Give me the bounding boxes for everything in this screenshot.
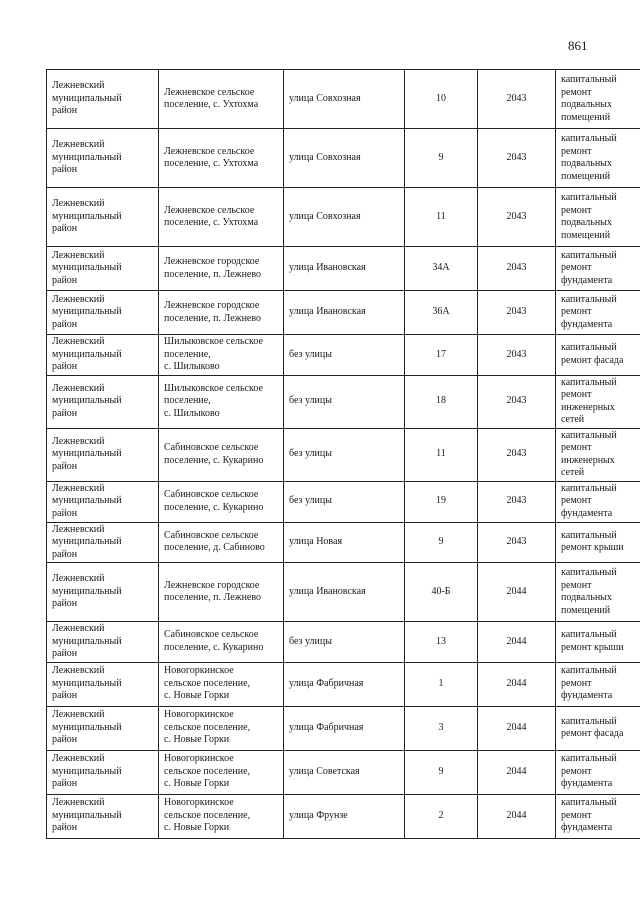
municipal-area-cell: Лежневский муниципальный район — [47, 375, 159, 428]
settlement-cell: Сабиновское сельское поселение, с. Кукарино — [159, 428, 284, 481]
street-cell: улица Совхозная — [284, 70, 405, 129]
municipal-area-cell: Лежневский муниципальный район — [47, 70, 159, 129]
table-row — [47, 522, 640, 563]
work-type-cell: капитальный ремонт фундамента — [556, 794, 640, 838]
settlement-cell: Шилыковское сельское поселение, с. Шилыково — [159, 375, 284, 428]
year-cell: 2043 — [478, 129, 556, 188]
house-number-cell: 19 — [405, 481, 478, 522]
street-cell: без улицы — [284, 428, 405, 481]
house-number-cell: 9 — [405, 522, 478, 563]
street-cell: улица Советская — [284, 750, 405, 794]
house-number-cell: 36А — [405, 291, 478, 335]
work-type-cell: капитальный ремонт подвальных помещений — [556, 129, 640, 188]
street-cell: улица Новая — [284, 522, 405, 563]
year-cell: 2043 — [478, 188, 556, 247]
municipal-area-cell: Лежневский муниципальный район — [47, 794, 159, 838]
work-type-cell: капитальный ремонт подвальных помещений — [556, 70, 640, 129]
settlement-cell: Сабиновское сельское поселение, д. Сабиново — [159, 522, 284, 563]
house-number-cell: 13 — [405, 622, 478, 663]
table-row — [47, 662, 640, 706]
settlement-cell: Новогоркинское сельское поселение, с. Новые Горки — [159, 662, 284, 706]
settlement-cell: Новогоркинское сельское поселение, с. Новые Горки — [159, 750, 284, 794]
house-number-cell: 18 — [405, 375, 478, 428]
street-cell: без улицы — [284, 481, 405, 522]
table-row — [47, 622, 640, 663]
settlement-cell: Новогоркинское сельское поселение, с. Новые Горки — [159, 794, 284, 838]
work-type-cell: капитальный ремонт крыши — [556, 522, 640, 563]
municipal-area-cell: Лежневский муниципальный район — [47, 428, 159, 481]
municipal-area-cell: Лежневский муниципальный район — [47, 481, 159, 522]
house-number-cell: 11 — [405, 428, 478, 481]
work-type-cell: капитальный ремонт фасада — [556, 706, 640, 750]
table-row — [47, 750, 640, 794]
house-number-cell: 10 — [405, 70, 478, 129]
settlement-cell: Лежневское сельское поселение, с. Ухтохма — [159, 188, 284, 247]
street-cell: без улицы — [284, 375, 405, 428]
street-cell: без улицы — [284, 622, 405, 663]
house-number-cell: 9 — [405, 750, 478, 794]
year-cell: 2043 — [478, 375, 556, 428]
year-cell: 2043 — [478, 481, 556, 522]
work-type-cell: капитальный ремонт подвальных помещений — [556, 563, 640, 622]
municipal-area-cell: Лежневский муниципальный район — [47, 129, 159, 188]
work-type-cell: капитальный ремонт фундамента — [556, 481, 640, 522]
street-cell: улица Совхозная — [284, 188, 405, 247]
municipal-area-cell: Лежневский муниципальный район — [47, 706, 159, 750]
table-row — [47, 188, 640, 247]
year-cell: 2044 — [478, 750, 556, 794]
municipal-area-cell: Лежневский муниципальный район — [47, 750, 159, 794]
settlement-cell: Новогоркинское сельское поселение, с. Новые Горки — [159, 706, 284, 750]
table-row — [47, 247, 640, 291]
year-cell: 2043 — [478, 291, 556, 335]
house-number-cell: 2 — [405, 794, 478, 838]
municipal-area-cell: Лежневский муниципальный район — [47, 522, 159, 563]
street-cell: улица Ивановская — [284, 563, 405, 622]
house-number-cell: 3 — [405, 706, 478, 750]
work-type-cell: капитальный ремонт фундамента — [556, 247, 640, 291]
street-cell: без улицы — [284, 335, 405, 376]
year-cell: 2043 — [478, 70, 556, 129]
year-cell: 2043 — [478, 335, 556, 376]
settlement-cell: Сабиновское сельское поселение, с. Кукарино — [159, 622, 284, 663]
municipal-area-cell: Лежневский муниципальный район — [47, 188, 159, 247]
year-cell: 2044 — [478, 662, 556, 706]
year-cell: 2043 — [478, 428, 556, 481]
municipal-area-cell: Лежневский муниципальный район — [47, 291, 159, 335]
work-type-cell: капитальный ремонт фундамента — [556, 291, 640, 335]
house-number-cell: 34А — [405, 247, 478, 291]
year-cell: 2044 — [478, 563, 556, 622]
settlement-cell: Лежневское городское поселение, п. Лежнево — [159, 291, 284, 335]
work-type-cell: капитальный ремонт фасада — [556, 335, 640, 376]
municipal-area-cell: Лежневский муниципальный район — [47, 563, 159, 622]
municipal-area-cell: Лежневский муниципальный район — [47, 247, 159, 291]
table-body — [47, 70, 640, 839]
house-number-cell: 1 — [405, 662, 478, 706]
work-type-cell: капитальный ремонт инженерных сетей — [556, 375, 640, 428]
street-cell: улица Ивановская — [284, 247, 405, 291]
house-number-cell: 9 — [405, 129, 478, 188]
street-cell: улица Ивановская — [284, 291, 405, 335]
table-row — [47, 70, 640, 129]
street-cell: улица Фабричная — [284, 662, 405, 706]
settlement-cell: Сабиновское сельское поселение, с. Кукарино — [159, 481, 284, 522]
work-type-cell: капитальный ремонт инженерных сетей — [556, 428, 640, 481]
municipal-area-cell: Лежневский муниципальный район — [47, 622, 159, 663]
year-cell: 2043 — [478, 522, 556, 563]
table-row — [47, 428, 640, 481]
table-row — [47, 335, 640, 376]
work-type-cell: капитальный ремонт фундамента — [556, 750, 640, 794]
table-row — [47, 794, 640, 838]
year-cell: 2044 — [478, 706, 556, 750]
settlement-cell: Лежневское городское поселение, п. Лежнево — [159, 247, 284, 291]
settlement-cell: Шилыковское сельское поселение, с. Шилыково — [159, 335, 284, 376]
settlement-cell: Лежневское городское поселение, п. Лежнево — [159, 563, 284, 622]
street-cell: улица Фрунзе — [284, 794, 405, 838]
work-type-cell: капитальный ремонт крыши — [556, 622, 640, 663]
house-number-cell: 17 — [405, 335, 478, 376]
table-row — [47, 129, 640, 188]
settlement-cell: Лежневское сельское поселение, с. Ухтохма — [159, 129, 284, 188]
page-number: 861 — [568, 38, 588, 53]
work-type-cell: капитальный ремонт подвальных помещений — [556, 188, 640, 247]
house-number-cell: 11 — [405, 188, 478, 247]
table-row — [47, 375, 640, 428]
year-cell: 2044 — [478, 794, 556, 838]
house-number-cell: 40-Б — [405, 563, 478, 622]
street-cell: улица Фабричная — [284, 706, 405, 750]
repair-schedule-table — [46, 69, 640, 839]
settlement-cell: Лежневское сельское поселение, с. Ухтохма — [159, 70, 284, 129]
street-cell: улица Совхозная — [284, 129, 405, 188]
table-row — [47, 481, 640, 522]
table-row — [47, 563, 640, 622]
municipal-area-cell: Лежневский муниципальный район — [47, 335, 159, 376]
municipal-area-cell: Лежневский муниципальный район — [47, 662, 159, 706]
work-type-cell: капитальный ремонт фундамента — [556, 662, 640, 706]
table-row — [47, 706, 640, 750]
year-cell: 2043 — [478, 247, 556, 291]
table-row — [47, 291, 640, 335]
year-cell: 2044 — [478, 622, 556, 663]
